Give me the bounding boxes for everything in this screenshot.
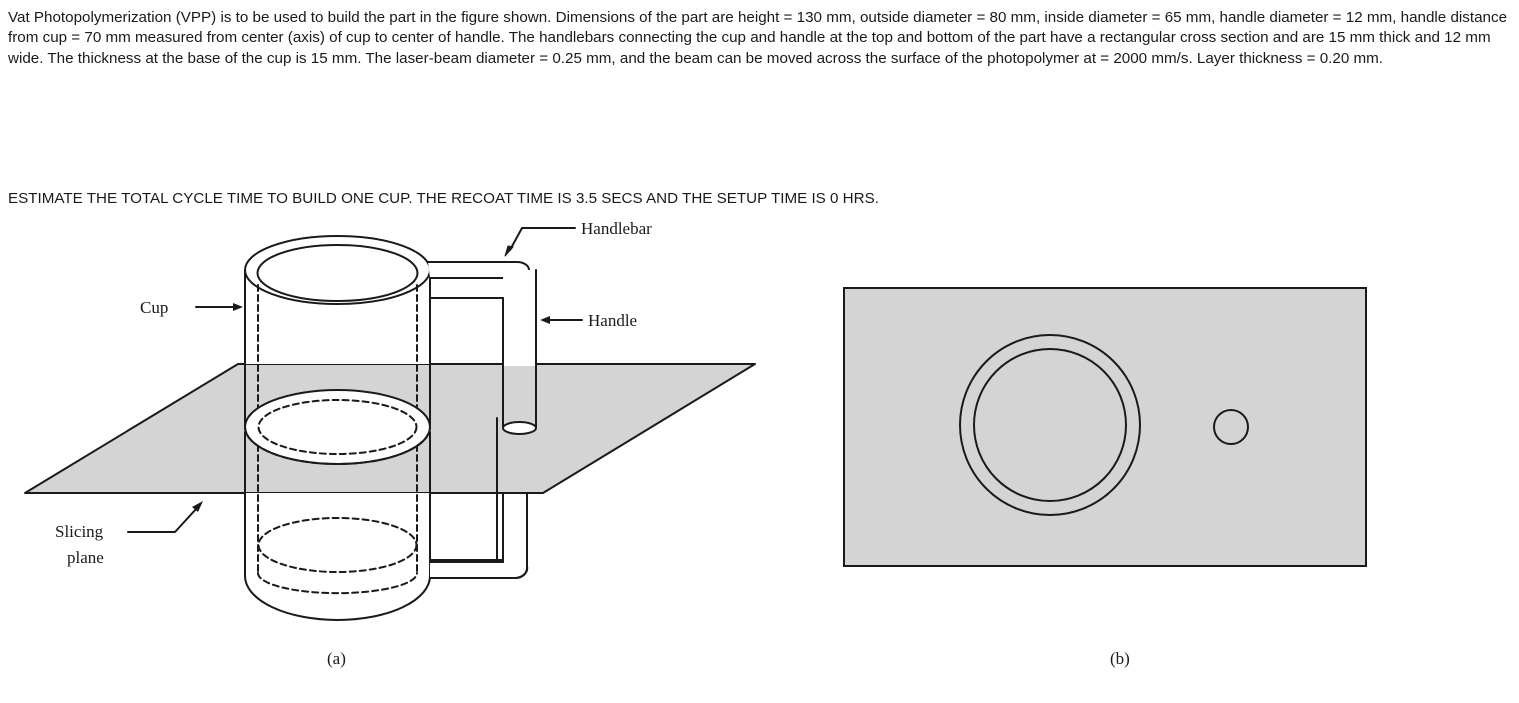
figure-a [25, 228, 755, 620]
handlebar-leader [510, 228, 575, 250]
figure-b-caption: (b) [1110, 649, 1130, 668]
cup-body-lower [245, 493, 430, 617]
slicing-label-line2: plane [67, 548, 104, 567]
handle-section [503, 422, 536, 434]
slicing-plane-leader [128, 508, 197, 532]
slicing-label-line1: Slicing [55, 522, 104, 541]
cup-label: Cup [140, 298, 169, 317]
figure-b [844, 288, 1366, 566]
handlebar-label: Handlebar [581, 219, 652, 238]
cup-rim-outer [245, 236, 430, 304]
cross-section-plane [844, 288, 1366, 566]
figure-a-caption: (a) [327, 649, 346, 668]
handle-rod-white [503, 270, 536, 366]
handle-label: Handle [588, 311, 638, 330]
problem-statement: Vat Photopolymerization (VPP) is to be used to build the part in the figure shown. Dimensions of the part are height = 130 mm, outside diameter = 80 mm, inside diameter = 65 mm, handle diameter = 12 mm, handle distance from cup = 70 mm measured from center (axis) of cup to center of handle. The handlebars connecting the cup and handle at the top and bottom of the part have a rectangular cross section and are 15 mm thick and 12 mm wide. The thickness at the base of the cup is 15 mm. The laser-beam diameter = 0.25 mm, and the beam can be moved across the surface of the photopolymer at = 2000 mm/s. Layer thickness = 0.20 mm. [8, 9, 1508, 67]
problem-question: ESTIMATE THE TOTAL CYCLE TIME TO BUILD ONE CUP. THE RECOAT TIME IS 3.5 SECS AND THE SETUP TIME IS 0 HRS. [8, 190, 879, 207]
